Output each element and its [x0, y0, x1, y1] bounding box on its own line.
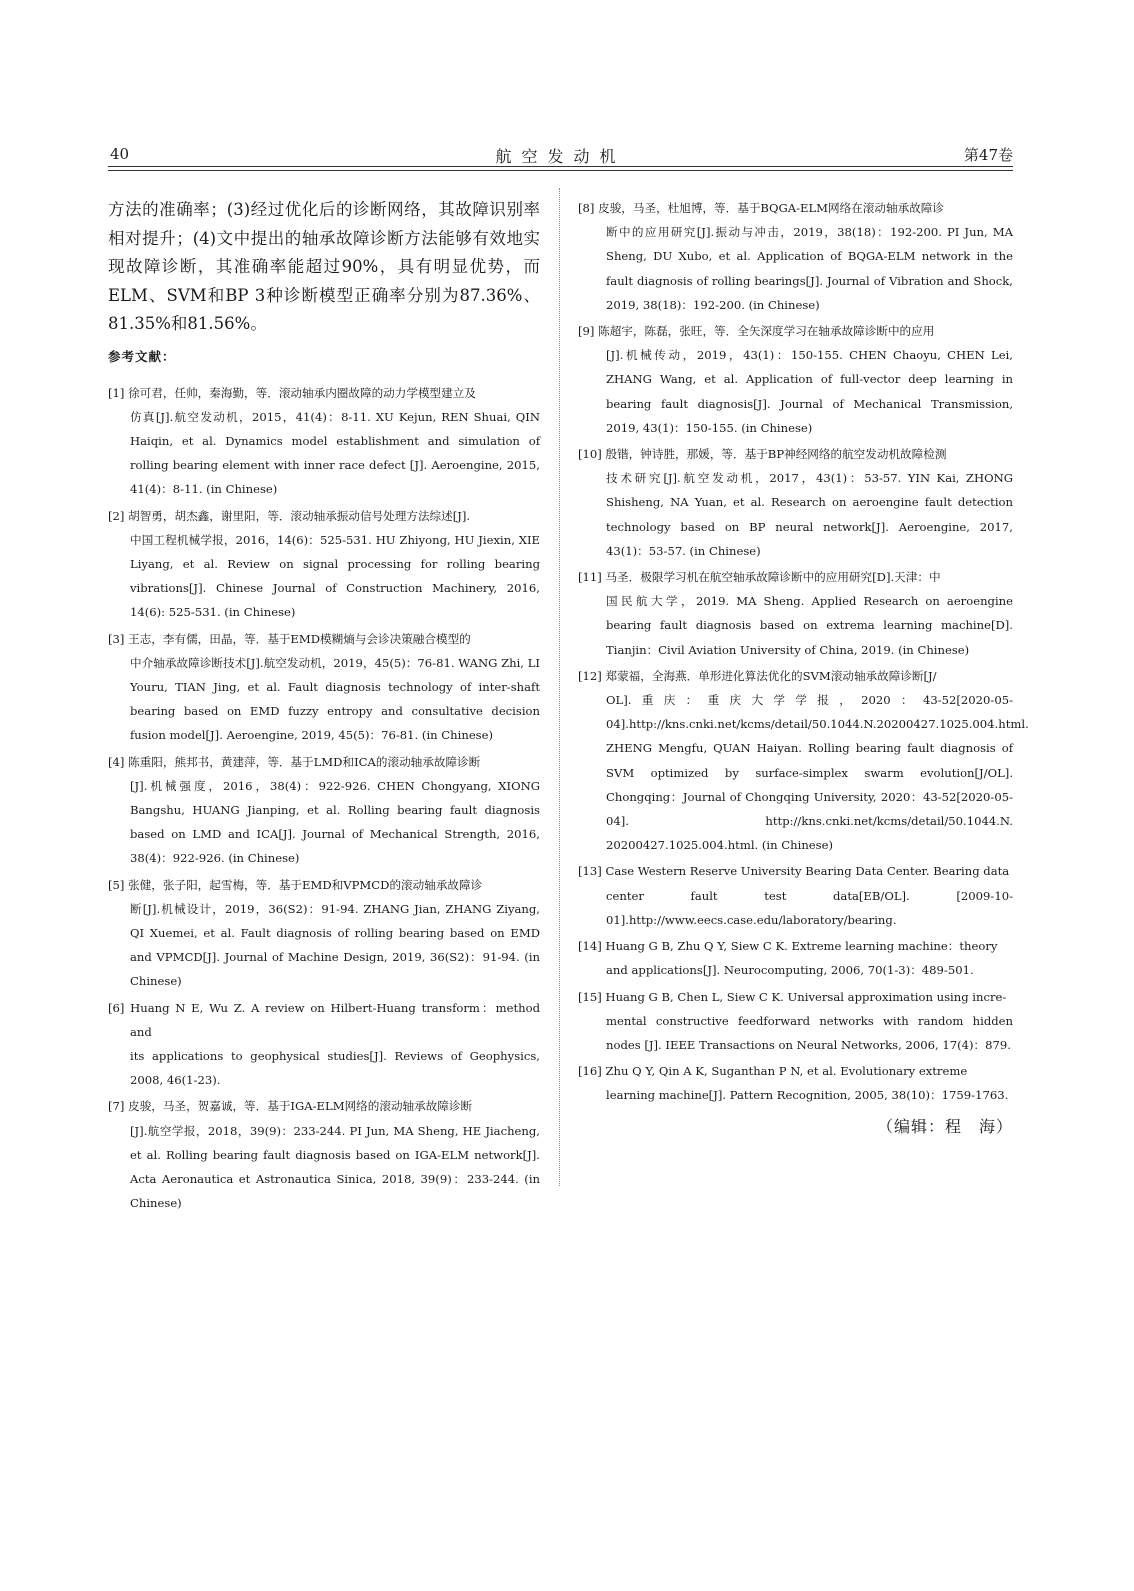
- reference-first-line: [6] Huang N E, Wu Z. A review on Hilbert-Huang transform：method and: [108, 1000, 540, 1039]
- reference-first-line: [9] 陈超宇，陈磊，张旺，等．全矢深度学习在轴承故障诊断中的应用: [578, 324, 935, 339]
- conclusion-paragraph: 方法的准确率；(3)经过优化后的诊断网络，其故障识别率相对提升；(4)文中提出的轴承故障诊断方法能够有效地实现故障诊断，其准确率能超过90%，具有明显优势，而ELM、SVM和BP 3种诊断模型正确率分别为87.36%、81.35%和81.56%。: [108, 200, 540, 333]
- reference-item: [578, 319, 1013, 440]
- reference-item: [108, 1094, 540, 1215]
- reference-item: [108, 750, 540, 871]
- reference-continuation: learning machine[J]. Pattern Recognition, 2005, 38(10)：1759-1763.: [606, 1088, 1009, 1103]
- reference-item: [578, 1059, 1013, 1107]
- reference-item: [578, 859, 1013, 932]
- reference-continuation: 断[J].机械设计，2019，36(S2)：91-94. ZHANG Jian, ZHANG Ziyang, QI Xuemei, et al. Fault diagnosis of rolling bearing based on EMD and VPMCD[J]. Journal of Machine Design, 2019, 36(S2)：91-94. (in Chinese): [130, 901, 540, 989]
- reference-first-line: [7] 皮骏，马圣，贺嘉诚，等．基于IGA-ELM网络的滚动轴承故障诊断: [108, 1099, 473, 1114]
- header-rule-top: [108, 166, 1013, 167]
- reference-continuation: 断中的应用研究[J].振动与冲击，2019，38(18)：192-200. PI Jun, MA Sheng, DU Xubo, et al. Application of BQGA-ELM network in the fault diagnosis of rolling bearings[J]. Journal of Vibration and Shock, 2019, 38(18)：192-200. (in Chinese): [606, 225, 1013, 312]
- reference-first-line: [8] 皮骏，马圣，杜旭博，等．基于BQGA-ELM网络在滚动轴承故障诊: [578, 201, 944, 215]
- journal-title: 航空发动机: [495, 147, 626, 166]
- reference-first-line: [10] 殷锴，钟诗胜，那媛，等．基于BP神经网络的航空发动机故障检测: [578, 447, 947, 462]
- reference-first-line: [15] Huang G B, Chen L, Siew C K. Universal approximation using incre-: [578, 989, 1007, 1004]
- reference-continuation: OL].重庆：重庆大学学报，2020：43-52[2020-05-04].http://kns.cnki.net/kcms/detail/50.1044.N.20200427.1025.004.html. ZHENG Mengfu, QUAN Haiyan. Rolling bearing fault diagnosis of SVM optimized by surface-simplex swarm evolution[J/OL]. Chongqing：Journal of Chongqing University, 2020：43-52[2020-05-04]. http://kns.cnki.net/kcms/detail/50.1044.N. 20200427.1025.004.html. (in Chinese): [606, 693, 1029, 853]
- running-header: [108, 143, 1013, 167]
- reference-continuation: 中国工程机械学报，2016，14(6)：525-531. HU Zhiyong, HU Jiexin, XIE Liyang, et al. Review on signal processing for rolling bearing vibrations[J]. Chinese Journal of Construction Machinery, 2016, 14(6): 525-531. (in Chinese): [130, 532, 540, 620]
- reference-first-line: [3] 王志，李有儒，田晶，等．基于EMD模糊熵与会诊决策融合模型的: [108, 631, 471, 646]
- reference-item: [108, 627, 540, 748]
- left-column: [108, 196, 540, 1217]
- volume-label: 第47卷: [963, 146, 1013, 164]
- reference-item: [108, 996, 540, 1093]
- header-rule-bottom: [108, 170, 1013, 171]
- reference-continuation: 仿真[J].航空发动机，2015，41(4)：8-11. XU Kejun, REN Shuai, QIN Haiqin, et al. Dynamics model establishment and simulation of rolling bearing element with inner race defect [J]. Aeroengine, 2015, 41(4)：8-11. (in Chinese): [130, 409, 540, 497]
- column-divider: [559, 188, 560, 1186]
- reference-continuation: [J].航空学报，2018，39(9)：233-244. PI Jun, MA Sheng, HE Jiacheng, et al. Rolling bearing fault diagnosis based on IGA-ELM network[J]. Acta Aeronautica et Astronautica Sinica, 2018, 39(9)：233-244. (in Chinese): [130, 1123, 540, 1211]
- reference-first-line: [4] 陈重阳，熊邦书，黄建萍，等．基于LMD和ICA的滚动轴承故障诊断: [108, 754, 481, 769]
- reference-item: [578, 985, 1013, 1058]
- reference-item: [578, 565, 1013, 662]
- reference-first-line: [16] Zhu Q Y, Qin A K, Suganthan P N, et al. Evolutionary extreme: [578, 1064, 968, 1079]
- reference-item: [578, 934, 1013, 982]
- reference-first-line: [12] 郑蒙福，全海燕．单形进化算法优化的SVM滚动轴承故障诊断[J/: [578, 668, 937, 683]
- reference-first-line: [2] 胡智勇，胡杰鑫，谢里阳，等．滚动轴承振动信号处理方法综述[J].: [108, 508, 471, 523]
- reference-first-line: [5] 张健，张子阳，起雪梅，等．基于EMD和VPMCD的滚动轴承故障诊: [108, 877, 483, 892]
- reference-continuation: its applications to geophysical studies[J]. Reviews of Geophysics, 2008, 46(1-23).: [130, 1048, 540, 1088]
- reference-continuation: 中介轴承故障诊断技术[J].航空发动机，2019，45(5)：76-81. WANG Zhi, LI Youru, TIAN Jing, et al. Fault diagnosis technology of inter-shaft bearing based on EMD fuzzy entropy and consultative decision fusion model[J]. Aeroengine, 2019, 45(5)：76-81. (in Chinese): [130, 655, 540, 743]
- page-number: 40: [110, 145, 130, 163]
- reference-item: [578, 196, 1013, 317]
- reference-item: [108, 873, 540, 994]
- reference-continuation: [J].机械强度，2016，38(4)：922-926. CHEN Chongyang, XIONG Bangshu, HUANG Jianping, et al. Rolling bearing fault diagnosis based on LMD and ICA[J]. Journal of Mechanical Strength, 2016, 38(4)：922-926. (in Chinese): [130, 778, 540, 866]
- reference-continuation: center fault test data[EB/OL]. [2009-10-01].http://www.eecs.case.edu/laboratory/bearing.: [606, 888, 1013, 927]
- reference-continuation: [J].机械传动，2019，43(1)：150-155. CHEN Chaoyu, CHEN Lei, ZHANG Wang, et al. Application of full-vector deep learning in bearing fault diagnosis[J]. Journal of Mechanical Transmission, 2019, 43(1)：150-155. (in Chinese): [606, 348, 1013, 435]
- reference-first-line: [11] 马圣．极限学习机在航空轴承故障诊断中的应用研究[D].天津：中: [578, 570, 941, 585]
- reference-first-line: [14] Huang G B, Zhu Q Y, Siew C K. Extreme learning machine：theory: [578, 939, 998, 954]
- reference-continuation: mental constructive feedforward networks with random hidden nodes [J]. IEEE Transactions on Neural Networks, 2006, 17(4)：879.: [606, 1013, 1013, 1052]
- reference-item: [108, 504, 540, 625]
- reference-continuation: 国民航大学，2019. MA Sheng. Applied Research on aeroengine bearing fault diagnosis based on extrema learning machine[D]. Tianjin：Civil Aviation University of China, 2019. (in Chinese): [606, 594, 1013, 657]
- reference-item: [578, 664, 1029, 858]
- reference-first-line: [13] Case Western Reserve University Bearing Data Center. Bearing data: [578, 864, 1010, 879]
- references-heading: 参考文献：: [108, 348, 176, 364]
- reference-item: [108, 381, 540, 502]
- reference-continuation: and applications[J]. Neurocomputing, 2006, 70(1-3)：489-501.: [606, 963, 974, 978]
- editor-note: （编辑：程 海）: [876, 1116, 1013, 1136]
- reference-item: [578, 442, 1013, 563]
- references-list-right: [578, 196, 1029, 1108]
- reference-first-line: [1] 徐可君，任帅，秦海勤，等．滚动轴承内圈故障的动力学模型建立及: [108, 385, 476, 400]
- right-column: [578, 196, 1029, 1137]
- references-list-left: [108, 381, 540, 1216]
- reference-continuation: 技术研究[J].航空发动机，2017，43(1)：53-57. YIN Kai, ZHONG Shisheng, NA Yuan, et al. Research on aeroengine fault detection technology based on BP neural network[J]. Aeroengine, 2017, 43(1)：53-57. (in Chinese): [606, 471, 1013, 558]
